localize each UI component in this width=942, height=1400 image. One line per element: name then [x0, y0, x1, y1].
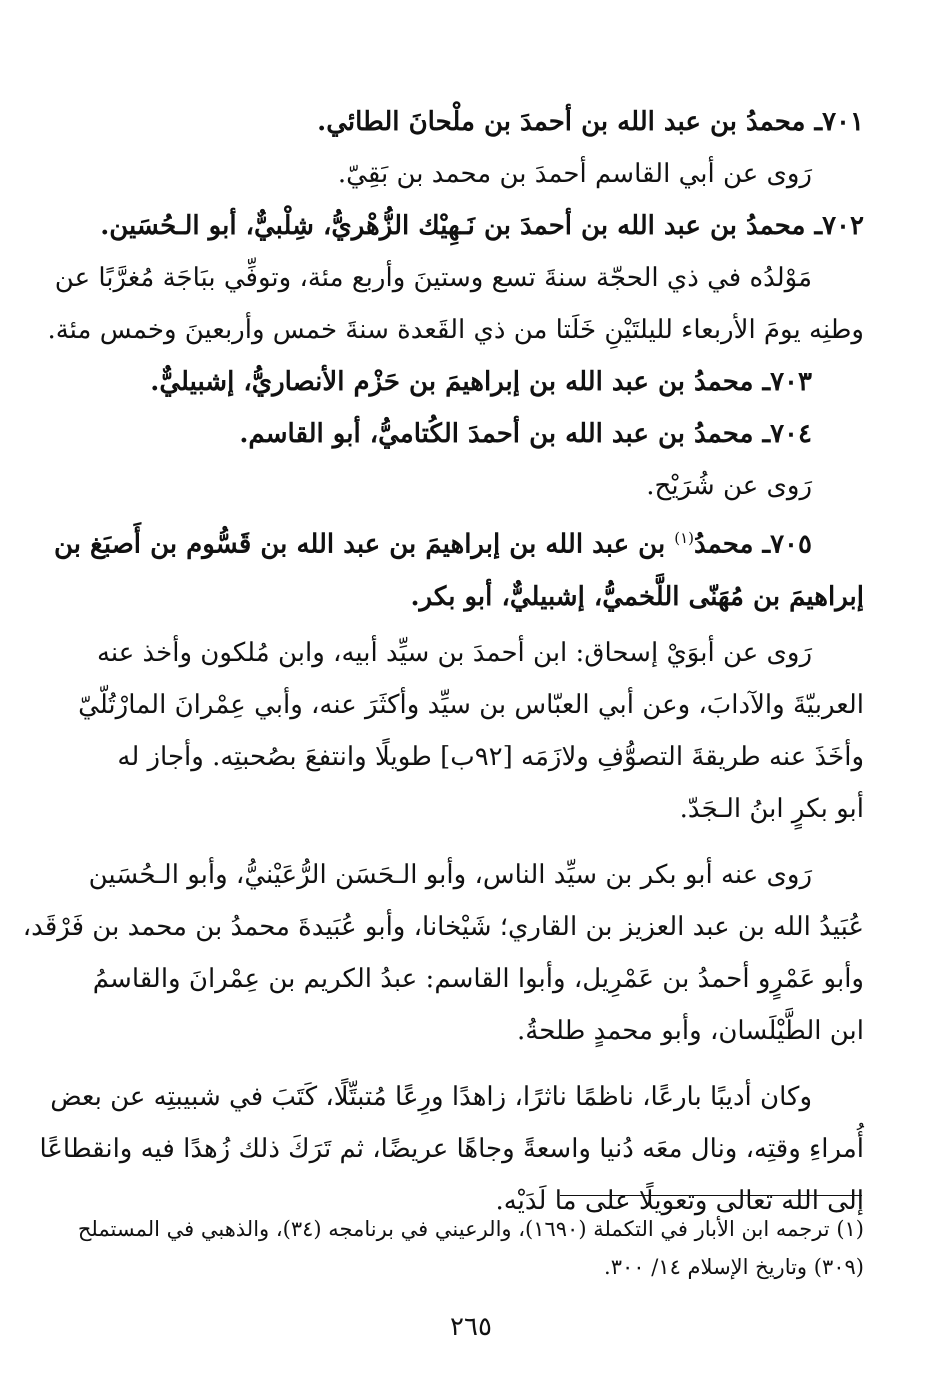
entry-705-heading: [53, 512, 864, 623]
entry-704-heading: [78, 408, 864, 460]
body-line: أبو بكرٍ ابنُ الـجَدّ.: [679, 793, 864, 824]
entry-705-paragraph-3: [39, 1071, 864, 1227]
body-line: وطنِه يومَ الأربعاء لليلتَيْنِ خَلَتا من ذي القَعدة سنةَ خمس وأربعينَ وخمس مئة.: [47, 315, 864, 345]
body-line: رَوى عن أبي القاسم أحمدَ بن محمد بن بَقِيّ.: [337, 159, 812, 189]
entry-701-body: [78, 148, 864, 200]
body-line: عُبَيدُ الله بن عبد العزيز بن القاري؛ شَيْخانا، وأبو عُبَيدةَ محمدُ بن محمد بن فَرْقَد،: [22, 911, 864, 942]
entry-heading-line: ٧٠٣ـ محمدُ بن عبد الله بن إبراهيمَ بن حَزْم الأنصاريُّ، إشبيليٌّ.: [150, 367, 812, 397]
page-number: ٢٦٥: [450, 1312, 492, 1342]
entry-703-heading: [78, 356, 864, 408]
body-line: مَوْلدُه في ذي الحجّة سنةَ تسع وستينَ وأربع مئة، وتوفِّي ببَاجَة مُغرَّبًا عن: [54, 263, 812, 293]
footnote-line: (١) ترجمه ابن الأبار في التكملة (١٦٩٠)، والرعيني في برنامجه (٣٤)، والذهبي في المستملح: [77, 1217, 864, 1241]
entry-heading-prefix: ٧٠٥ـ محمدُ: [694, 529, 812, 560]
body-line: رَوى عنه أبو بكر بن سيِّد الناس، وأبو الـحَسَن الرُّعَيْنيُّ، وأبو الـحُسَين: [88, 859, 812, 890]
body-line: العربيّةَ والآدابَ، وعن أبي العبّاس بن سيِّد وأكثَرَ عنه، وأبي عِمْرانَ المارْتُلّيّ: [78, 689, 864, 720]
footnote-marker[interactable]: (١): [674, 529, 695, 547]
body-line: وكان أديبًا بارعًا، ناظمًا ناثرًا، زاهدًا ورِعًا مُتبتِّلًا، كَتَبَ في شبيبتِه عن بعض: [50, 1081, 812, 1112]
body-line: إلى الله تعالى وتعويلًا على ما لَدَيْه.: [495, 1185, 864, 1216]
entry-heading-line: ٧٠١ـ محمدُ بن عبد الله بن أحمدَ بن ملْحانَ الطائي.: [317, 107, 864, 137]
body-line: أُمراءِ وقتِه، ونال معَه دُنيا واسعةً وجاهًا عريضًا، ثم تَرَكَ ذلك زُهدًا فيه وانقطاعًا: [39, 1133, 864, 1164]
entry-heading-line: ٧٠٤ـ محمدُ بن عبد الله بن أحمدَ الكُتاميُّ، أبو القاسم.: [239, 419, 812, 449]
footnote-divider: [560, 1195, 862, 1196]
entry-heading-line: إبراهيمَ بن مُهَنّى اللَّخميُّ، إشبيليٌّ، أبو بكر.: [410, 581, 864, 612]
body-line: وأخَذَ عنه طريقةَ التصوُّفِ ولازَمَه [٩٢ب] طويلًا وانتفعَ بصُحبتِه. وأجاز له: [117, 741, 864, 772]
entry-heading-line: ٧٠٢ـ محمدُ بن عبد الله بن أحمدَ بن نَـهِيْك الزُّهْريُّ، شِلْبيٌّ، أبو الـحُسَين.: [100, 211, 864, 241]
body-line: وأبو عَمْرٍو أحمدُ بن عَمْرِيل، وأبوا القاسم: عبدُ الكريم بن عِمْرانَ والقاسمُ: [92, 963, 864, 994]
entry-702-body: [47, 252, 864, 356]
footnotes: [78, 1210, 864, 1286]
body-line: رَوى عن أبوَيْ إسحاق: ابن أحمدَ بن سيِّد أبيه، وابن مُلكون وأخذ عنه: [96, 637, 812, 668]
body-line: رَوى عن شُرَيْح.: [646, 471, 812, 501]
footnote-line: (٣٠٩) وتاريخ الإسلام ١٤/ ٣٠٠.: [604, 1255, 864, 1279]
entry-704-body: [78, 460, 864, 512]
entry-701-heading: [78, 96, 864, 148]
entry-705-paragraph-1: [78, 627, 864, 835]
entry-705-paragraph-2: [22, 849, 864, 1057]
body-line: ابن الطَّيْلَسان، وأبو محمدٍ طلحةُ.: [517, 1015, 864, 1046]
entry-heading-line: [53, 512, 864, 571]
entry-heading-rest: بن عبد الله بن إبراهيمَ بن عبد الله بن قَسُّوم بن أَصبَغ بن: [53, 529, 675, 560]
entry-702-heading: [78, 200, 864, 252]
